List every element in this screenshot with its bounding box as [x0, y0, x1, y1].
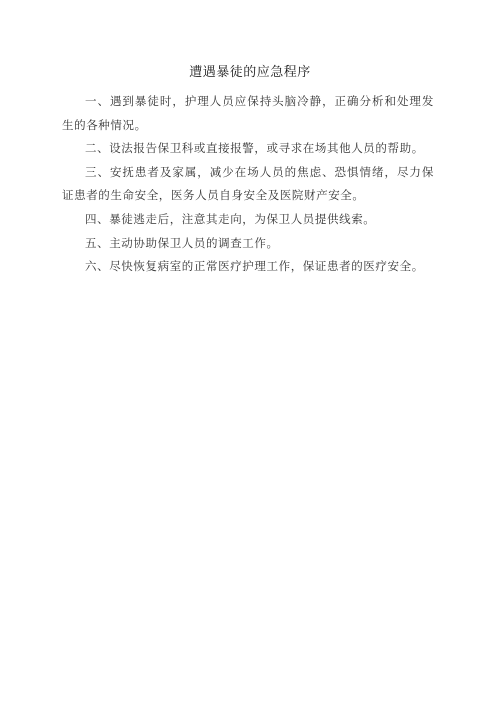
paragraph-3: 三、安抚患者及家属，减少在场人员的焦虑、恐惧情绪，尽力保证患者的生命安全，医务人员自身安全及医院财产安全。 — [62, 164, 434, 203]
document-body — [62, 90, 434, 279]
paragraph-6: 六、尽快恢复病室的正常医疗护理工作，保证患者的医疗安全。 — [85, 259, 424, 274]
paragraph-4: 四、暴徒逃走后，注意其走向，为保卫人员提供线索。 — [85, 211, 376, 226]
document-title: 遭遇暴徒的应急程序 — [189, 65, 311, 80]
paragraph-2: 二、设法报告保卫科或直接报警，或寻求在场其他人员的帮助。 — [85, 141, 424, 156]
paragraph-5: 五、主动协助保卫人员的调查工作。 — [85, 235, 279, 250]
paragraph-1: 一、遇到暴徒时，护理人员应保持头脑冷静，正确分析和处理发生的各种情况。 — [62, 94, 434, 132]
